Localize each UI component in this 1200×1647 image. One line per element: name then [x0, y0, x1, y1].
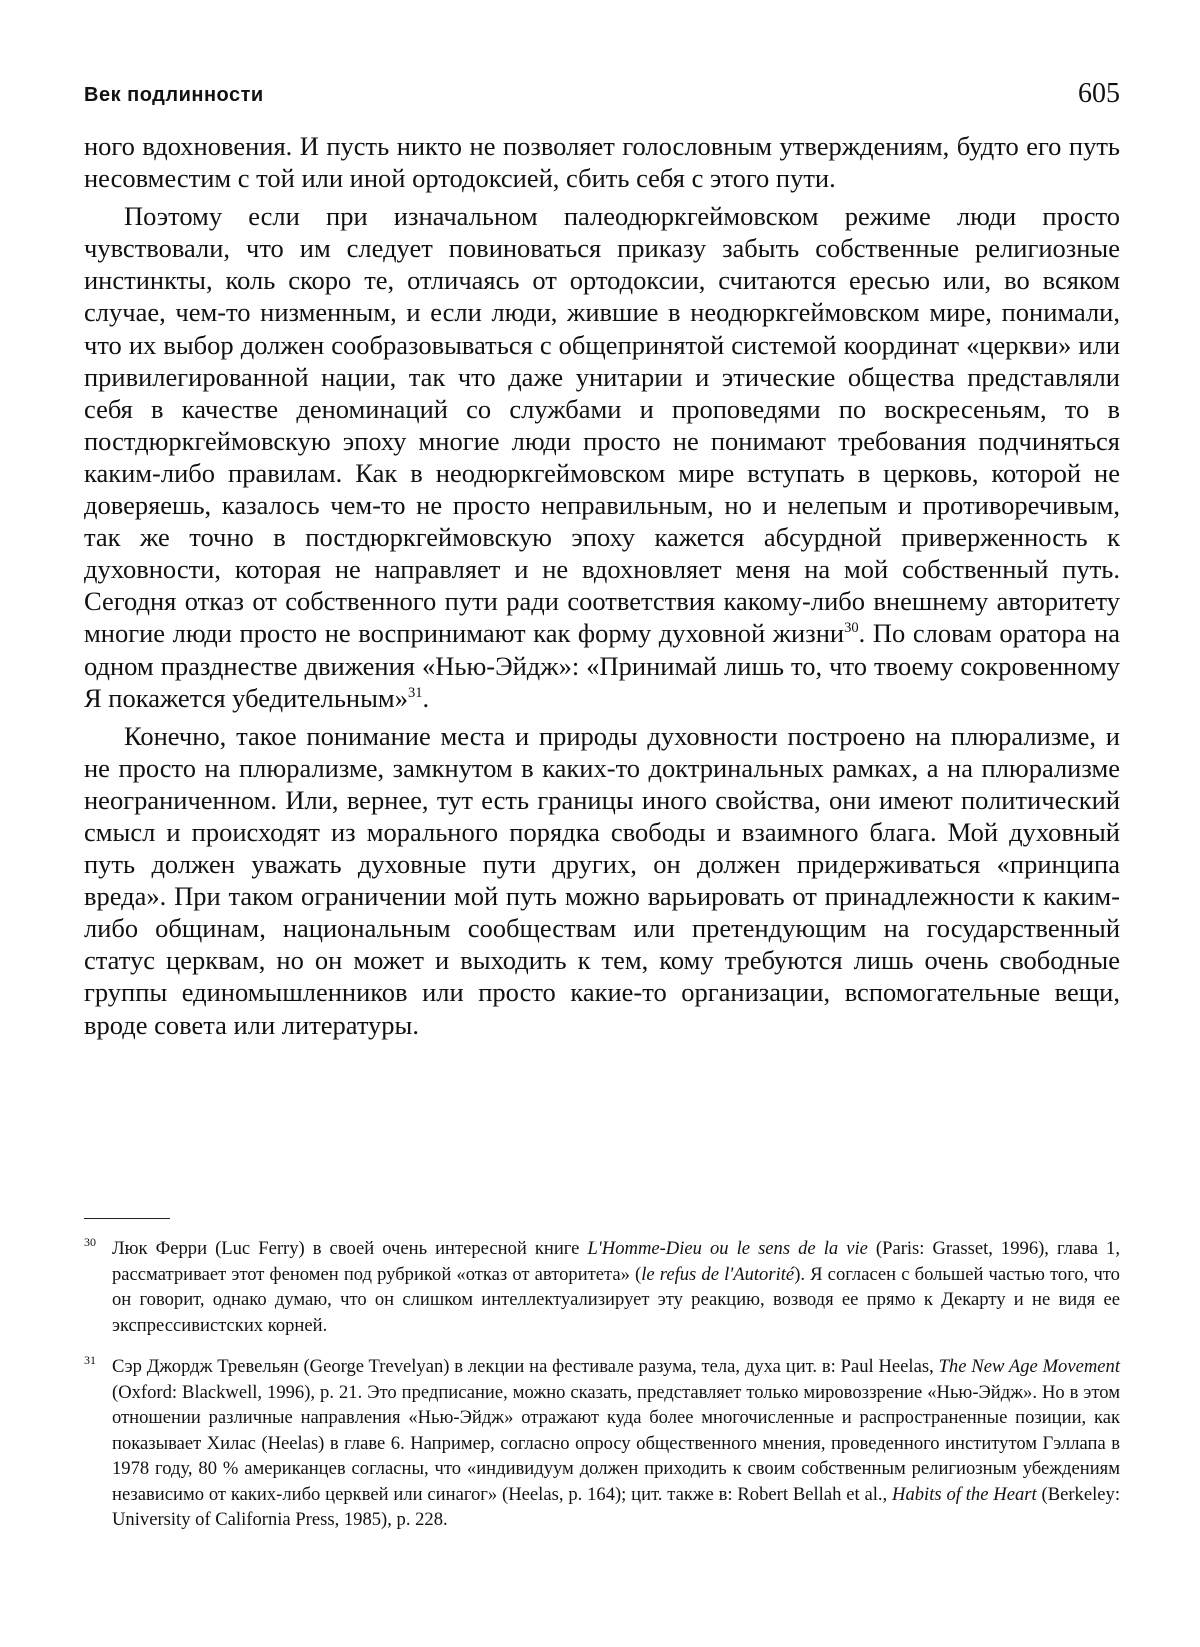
- footnote-ref-31[interactable]: 31: [407, 684, 423, 701]
- paragraph-2-text-a: Поэтому если при изначальном палеодюркгеймовском режиме люди просто чувствовали, что им следует повиноваться приказу забыть собственные религиозные инстинкты, коль скоро те, отличаясь от ортодоксии, считаются ересью или, во всяком случае, чем-то низменным, и если люди, жившие в неодюркгеймовском мире, понимали, что их выбор должен сообразовываться с общепринятой системой координат «церкви» или привилегированной нации, так что даже унитарии и этические общества представляли себя в качестве деноминаций со службами и проповедями по воскресеньям, то в постдюркгеймовскую эпоху многие люди просто не понимают требования подчиняться каким-либо правилам. Как в неодюркгеймовском мире вступать в церковь, которой не доверяешь, казалось чем-то не просто неправильным, но и нелепым и противоречивым, так же точно в постдюркгеймовскую эпоху кажется абсурдной приверженность к духовности, которая не направляет и не вдохновляет меня на мой собственный путь. Сегодня отказ от собственного пути ради соответствия какому-либо внешнему авторитету многие люди просто не воспринимают как форму духовной жизни: [84, 201, 1120, 649]
- running-title: Век подлинности: [84, 84, 264, 106]
- main-text: [84, 130, 1120, 1041]
- footnote-mark: 31: [84, 1353, 96, 1367]
- paragraph-1: ного вдохновения. И пусть никто не позволяет голословным утверждениям, будто его путь несовместим с той или иной ортодоксией, сбить себя с этого пути.: [84, 131, 1120, 194]
- footnote-mark: 30: [84, 1235, 96, 1249]
- footnote-30: [84, 1236, 1120, 1338]
- footnote-text-part: (Berkeley: University of California Press, 1985), p. 228.: [112, 1483, 1120, 1530]
- footnote-text-part: (Oxford: Blackwell, 1996), p. 21. Это предписание, можно сказать, представляет только мировоззрение «Нью-Эйдж». Но в этом отношении различные направления «Нью-Эйдж» отражают куда более многочисленные и распространенные позиции, как показывает Хилас (Heelas) в главе 6. Например, согласно опросу общественного мнения, проведенного институтом Гэллапа в 1978 году, 80 % американцев согласны, что «индивидуум должен приходить к своим собственным религиозным убеждениям независимо от каких-либо церквей или синагог» (Heelas, p. 164); цит. также в: Robert Bellah et al.,: [112, 1381, 1120, 1505]
- book-title: The New Age Movement: [938, 1356, 1121, 1377]
- page-header: [84, 78, 1120, 112]
- footnote-separator: [84, 1218, 170, 1219]
- footnote-text-part: Люк Ферри (Luc Ferry) в своей очень интересной книге: [112, 1238, 588, 1259]
- footnote-text-part: (Paris: Grasset, 1996), глава 1, рассматривает этот феномен под рубрикой «отказ от авторитета» (: [112, 1238, 1120, 1285]
- footnote-text-part: ). Я согласен с большей частью того, что он говорит, однако думаю, что он слишком интеллектуализирует эту реакцию, возводя ее прямо к Декарту и не видя ее экспрессивистских корней.: [112, 1263, 1120, 1336]
- paragraph-3: Конечно, такое понимание места и природы духовности построено на плюрализме, и не просто на плюрализме, замкнутом в каких-то доктринальных рамках, а на плюрализме неограниченном. Или, вернее, тут есть границы иного свойства, они имеют политический смысл и происходят из морального порядка свободы и взаимного блага. Мой духовный путь должен уважать духовные пути других, он должен придерживаться «принципа вреда». При таком ограничении мой путь можно варьировать от принадлежности к каким-либо общинам, национальным сообществам или претендующим на государственный статус церквам, но он может и выходить к тем, кому требуются лишь очень свободные группы единомышленников или просто какие-то организации, вспомогательные вещи, вроде совета или литературы.: [84, 720, 1120, 1040]
- page-number: 605: [1078, 78, 1120, 109]
- footnotes: [84, 1236, 1120, 1549]
- paragraph-2-text-b: . По словам оратора на одном празднестве движения «Нью-Эйдж»: «Принимай лишь то, что твоему сокровенному Я покажется убедительным»: [84, 618, 1120, 713]
- italic-phrase: le refus de l'Autorité: [641, 1263, 795, 1285]
- paragraph-2-text-c: .: [422, 682, 430, 713]
- book-title: Habits of the Heart: [892, 1483, 1037, 1505]
- book-title: L'Homme-Dieu ou le sens de la vie: [587, 1238, 868, 1259]
- footnote-31: [84, 1354, 1120, 1533]
- paragraph-2: [84, 200, 1120, 714]
- footnote-text: [112, 1236, 1120, 1338]
- footnote-text: [112, 1354, 1120, 1533]
- footnote-ref-30[interactable]: 30: [844, 620, 859, 637]
- footnote-text-part: Сэр Джордж Тревельян (George Trevelyan) в лекции на фестивале разума, тела, духа цит. в: Paul Heelas,: [112, 1356, 939, 1377]
